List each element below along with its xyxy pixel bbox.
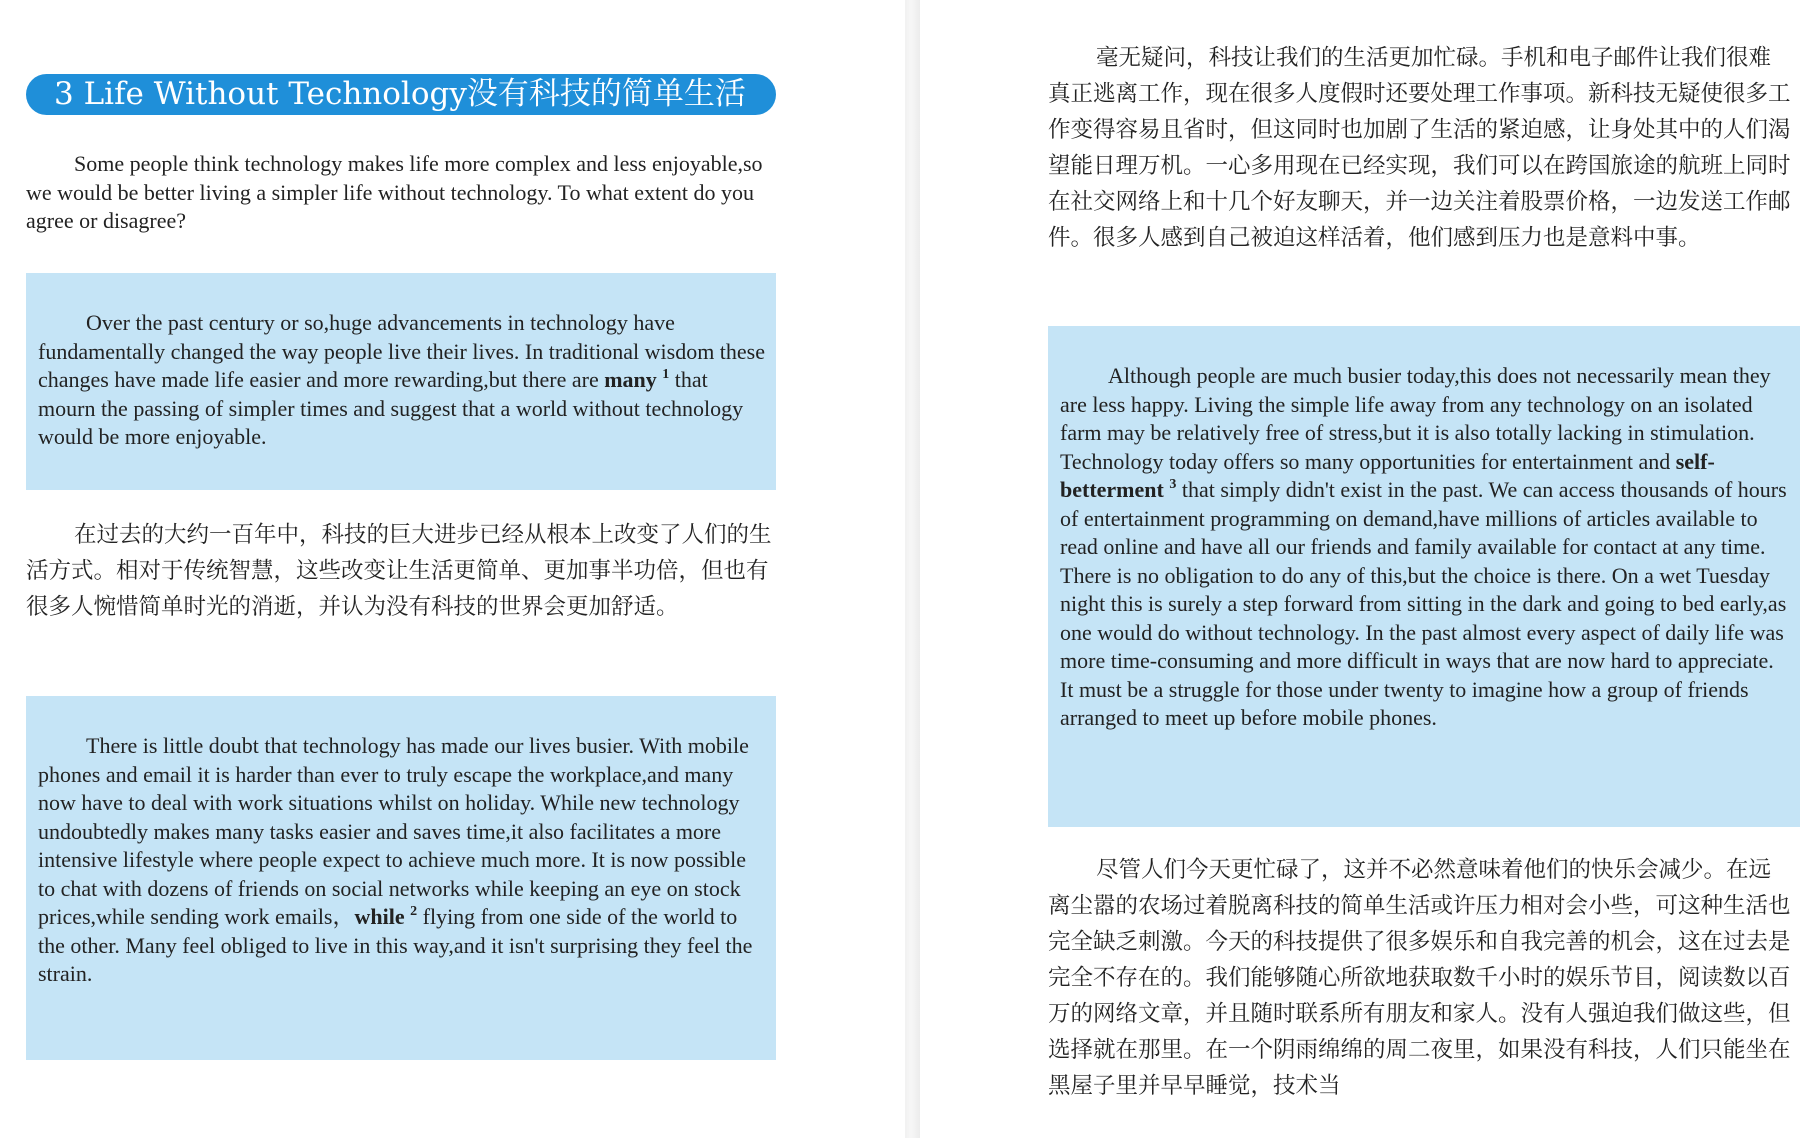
footnote-marker-1[interactable]: 1	[662, 367, 670, 382]
p2-en-text-b: flying from one side of the world to the other. Many feel obliged to live in this way,and it isn't surprising they feel the strain.	[38, 904, 753, 986]
footnote-marker-3[interactable]: 3	[1169, 477, 1177, 492]
p3-en-text-a: Although people are much busier today,this does not necessarily mean they are less happy. Living the simple life away from any technology on an isolated farm may be relatively free of stress,but it is also totally lacking in stimulation. Technology today offers so many opportunities for entertainment and	[1060, 363, 1771, 474]
p1-zh-text: 在过去的大约一百年中，科技的巨大进步已经从根本上改变了人们的生活方式。相对于传统智慧，这些改变让生活更简单、更加事半功倍，但也有很多人惋惜简单时光的消逝，并认为没有科技的世界会更加舒适。	[26, 522, 772, 620]
p2-en-text-a: There is little doubt that technology has made our lives busier. With mobile phones and email it is harder than ever to truly escape the workplace,and many now have to deal with work situations whilst on holiday. While new technology undoubtedly makes many tasks easier and saves time,it also facilitates a more intensive lifestyle where people expect to achieve much more. It is now possible to chat with dozens of friends on social networks while keeping an eye on stock prices,while sending work emails，	[38, 733, 749, 929]
essay-prompt	[26, 150, 780, 236]
english-paragraph-1	[38, 309, 768, 452]
left-page	[0, 0, 905, 1138]
chinese-paragraph-3	[1048, 852, 1792, 1104]
vocab-term-self-betterment[interactable]: self-betterment	[1060, 448, 1715, 502]
p3-en-text-b: that simply didn't exist in the past. We can access thousands of hours of entertainment programming on demand,have millions of articles available to read online and have all our friends and family available for contact at any time. There is no obligation to do any of this,but the choice is there. On a wet Tuesday night this is surely a step forward from sitting in the dark and going to bed early,as one would do without technology. In the past almost every aspect of daily life was more time-consuming and more difficult in ways that are now hard to appreciate. It must be a struggle for those under twenty to imagine how a group of friends arranged to meet up before mobile phones.	[1060, 477, 1787, 730]
footnote-marker-2[interactable]: 2	[410, 904, 418, 919]
vocab-term-many[interactable]: many	[604, 367, 657, 392]
vocab-term-while[interactable]: while	[354, 904, 405, 929]
page-gutter	[905, 0, 920, 1138]
english-paragraph-3	[1060, 362, 1792, 733]
right-page	[920, 0, 1815, 1138]
english-paragraph-2	[38, 732, 768, 989]
chinese-paragraph-2	[1048, 40, 1792, 256]
p1-en-text-a: Over the past century or so,huge advancements in technology have fundamentally changed the way people live their lives. In traditional wisdom these changes have made life easier and more rewarding,but there are	[38, 310, 766, 392]
chinese-paragraph-1	[26, 517, 776, 625]
essay-prompt-text: Some people think technology makes life more complex and less enjoyable,so we would be better living a simpler life without technology. To what extent do you agree or disagree?	[26, 151, 763, 233]
chapter-title: 3 Life Without Technology没有科技的简单生活	[26, 74, 776, 115]
p2-zh-text: 毫无疑问，科技让我们的生活更加忙碌。手机和电子邮件让我们很难真正逃离工作，现在很多人度假时还要处理工作事项。新科技无疑使很多工作变得容易且省时，但这同时也加剧了生活的紧迫感，让身处其中的人们渴望能日理万机。一心多用现在已经实现，我们可以在跨国旅途的航班上同时在社交网络上和十几个好友聊天，并一边关注着股票价格，一边发送工作邮件。很多人感到自己被迫这样活着，他们感到压力也是意料中事。	[1048, 45, 1791, 251]
p1-en-text-b: that mourn the passing of simpler times and suggest that a world without technology would be more enjoyable.	[38, 367, 744, 449]
p3-zh-text: 尽管人们今天更忙碌了，这并不必然意味着他们的快乐会减少。在远离尘嚣的农场过着脱离科技的简单生活或许压力相对会小些，可这种生活也完全缺乏刺激。今天的科技提供了很多娱乐和自我完善的机会，这在过去是完全不存在的。我们能够随心所欲地获取数千小时的娱乐节目，阅读数以百万的网络文章，并且随时联系所有朋友和家人。没有人强迫我们做这些，但选择就在那里。在一个阴雨绵绵的周二夜里，如果没有科技，人们只能坐在黑屋子里并早早睡觉，技术当	[1048, 857, 1791, 1099]
